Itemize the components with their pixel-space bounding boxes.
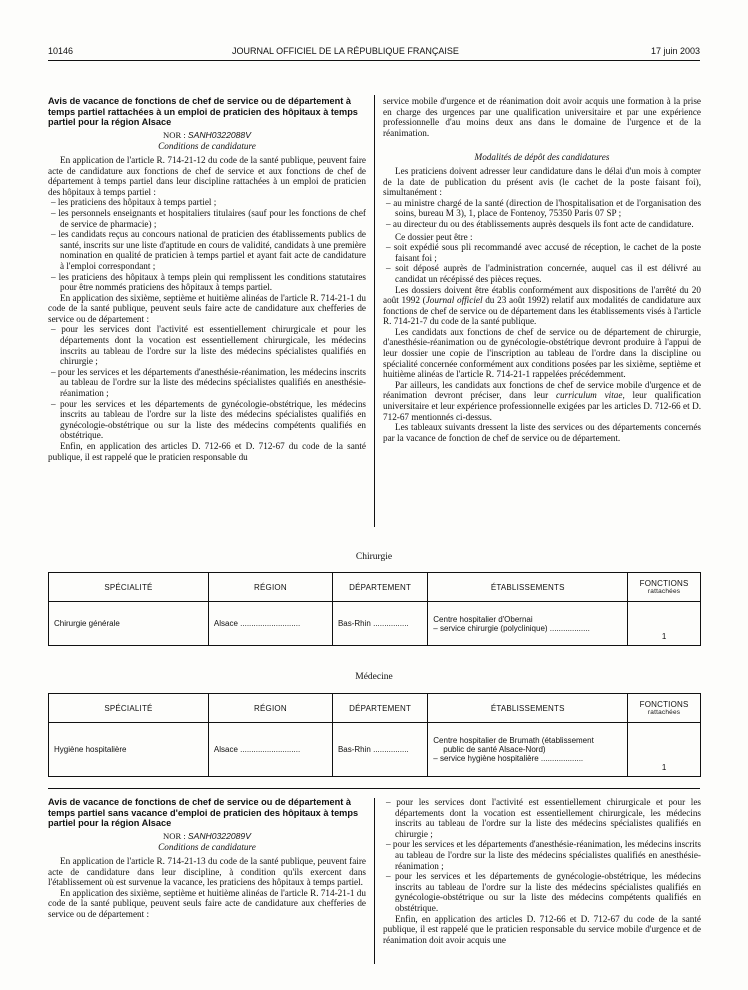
list-item: – au ministre chargé de la santé (direction de l'hospitalisation et de l'organisation des soins, bureau M 3), 1, place de Fontenoy, 75350 Paris 07 SP ;	[383, 198, 701, 219]
cell-region: Alsace ...........................	[208, 602, 332, 646]
table-header-row	[49, 573, 701, 602]
list-item: – les praticiens des hôpitaux à temps plein qui remplissent les conditions statutaires pour être nommés praticiens des hôpitaux à temps partiel.	[48, 272, 366, 293]
issue-date: 17 juin 2003	[650, 46, 700, 56]
cell-fonctions: 1	[628, 723, 701, 777]
paragraph: Enfin, en application des articles D. 712-66 et D. 712-67 du code de la santé publique, il est rappelé que le praticien responsable du service mobile d'urgence et de réanimation doit avoir acquis une	[383, 913, 701, 945]
cell-etablissement: Centre hospitalier de Brumath (établissement public de santé Alsace-Nord) – service hygiène hospitalière ...................	[428, 723, 628, 777]
table-header-row	[49, 694, 701, 723]
notice1-title: Avis de vacance de fonctions de chef de service ou de département à temps partiel rattachées à un emploi de praticien des hôpitaux à temps partiel pour la région Alsace	[48, 96, 358, 128]
section-rule	[48, 788, 700, 789]
list-item: – les personnels enseignants et hospitaliers titulaires (sauf pour les fonctions de chef de service de pharmacie) ;	[48, 208, 366, 229]
header-rule	[48, 60, 700, 61]
notice1-nor	[48, 130, 366, 141]
list-item: – soit expédié sous pli recommandé avec accusé de réception, le cachet de la poste faisant foi ;	[383, 242, 701, 263]
cell-etablissement: Centre hospitalier d'Obernai – service chirurgie (polyclinique) ..................	[428, 602, 628, 646]
col-header: RÉGION	[208, 694, 332, 723]
list-item: – pour les services dont l'activité est essentiellement chirurgicale et pour les départements dont la vocation est essentiellement chirurgicale, les médecins inscrits au tableau de l'ordre sur la liste des médecins spécialistes qualifiés en chirurgie ;	[48, 324, 366, 366]
notice2-subtitle: Conditions de candidature	[158, 842, 256, 853]
list-item: – les candidats reçus au concours national de praticien des établissements publics de santé, inscrits sur une liste d'aptitude en cours de validité, candidats à une première nomination en qualité de praticien à temps partiel et ayant fait acte de candidature à l'emploi correspondant ;	[48, 229, 366, 271]
table-row	[49, 723, 701, 777]
submission-list	[383, 242, 701, 284]
list-item: – pour les services et les départements d'anesthésie-réanimation, les médecins inscrits au tableau de l'ordre sur la liste des médecins spécialistes qualifiés en anesthésie-réanimation ;	[383, 839, 701, 871]
notice2-left-column	[48, 797, 366, 920]
list-item: – pour les services et les départements de gynécologie-obstétrique, les médecins inscrits au tableau de l'ordre sur la liste des médecins spécialistes qualifiés en gynécologie-obstétrique ou sur la liste des médecins compétents qualifiés en obstétrique.	[48, 399, 366, 441]
nor-value: SANH0322088V	[187, 129, 251, 140]
paragraph: Les tableaux suivants dressent la liste des services ou des départements concernés par la vacance de fonction de chef de service ou de département.	[383, 422, 701, 443]
notice2-title: Avis de vacance de fonctions de chef de service ou de département à temps partiel sans vacance d'emploi de praticien des hôpitaux à temps partiel pour la région Alsace	[48, 797, 359, 829]
col-header: DÉPARTEMENT	[332, 573, 427, 602]
specialty-list	[48, 324, 366, 441]
column-divider	[374, 95, 375, 527]
paragraph: Les praticiens doivent adresser leur candidature dans le délai d'un mois à compter de la date de publication du présent avis (le cachet de la poste faisant foi), simultanément :	[383, 165, 701, 198]
modalites-title: Modalités de dépôt des candidatures	[474, 152, 610, 163]
col-header: ÉTABLISSEMENTS	[428, 694, 628, 723]
paragraph: En application des sixième, septième et huitième alinéas de l'article R. 714-21-1 du code de la santé publique, peuvent seuls faire acte de candidature aux chefferies de service ou de département :	[48, 887, 366, 919]
cell-fonctions: 1	[628, 602, 701, 646]
table-caption-chirurgie: Chirurgie	[355, 552, 393, 562]
nor-label: NOR :	[163, 830, 186, 841]
cell-specialite: Hygiène hospitalière	[49, 723, 209, 777]
paragraph: Ce dossier peut être :	[395, 231, 473, 242]
col-header: SPÉCIALITÉ	[49, 573, 209, 602]
col-header: DÉPARTEMENT	[332, 694, 427, 723]
nor-label: NOR :	[163, 129, 186, 140]
paragraph: Enfin, en application des articles D. 712-66 et D. 712-67 du code de la santé publique, il est rappelé que le praticien responsable du	[48, 441, 366, 462]
list-item: – pour les services et les départements de gynécologie-obstétrique, les médecins inscrits au tableau de l'ordre sur la liste des médecins spécialistes qualifiés en gynécologie-obstétrique ou sur la liste des médecins compétents qualifiés en obstétrique.	[383, 871, 701, 913]
paragraph: Les candidats aux fonctions de chef de service ou de département de chirurgie, d'anesthésie-réanimation ou de gynécologie-obstétrique devront produire à l'appui de leur dossier une copie de l'inscription au tableau de l'ordre dans la discipline ou spécialité concernée conformément aux conditions posées par les sixième, septième et huitième alinéas de l'article R. 714-21-1 rappelées précédemment.	[383, 326, 701, 380]
cell-departement: Bas-Rhin ................	[332, 602, 427, 646]
journal-title: JOURNAL OFFICIEL DE LA RÉPUBLIQUE FRANÇAISE	[232, 46, 459, 56]
specialty-list	[383, 797, 701, 914]
notice1-subtitle: Conditions de candidature	[158, 141, 256, 152]
column-divider	[374, 798, 375, 964]
page-number: 10146	[48, 46, 74, 56]
list-item: – soit déposé auprès de l'administration concernée, auquel cas il est délivré au candidat un récépissé des pièces reçues.	[383, 263, 701, 284]
cell-region: Alsace ...........................	[208, 723, 332, 777]
list-item: – pour les services dont l'activité est essentiellement chirurgicale et pour les départements dont la vocation est essentiellement chirurgicale, les médecins inscrits au tableau de l'ordre sur la liste des médecins spécialistes qualifiés en chirurgie ;	[383, 797, 701, 839]
col-header: FONCTIONS rattachées	[628, 694, 701, 723]
cell-specialite: Chirurgie générale	[49, 602, 209, 646]
col-header: RÉGION	[208, 573, 332, 602]
table-chirurgie	[48, 572, 701, 646]
list-item: – les praticiens des hôpitaux à temps partiel ;	[48, 197, 366, 208]
notice1-right-column	[383, 96, 701, 443]
paragraph: En application de l'article R. 714-21-13 du code de la santé publique, peuvent faire acte de candidature dans leur discipline, à condition qu'ils exercent dans l'établissement où est survenue la vacance, les praticiens des hôpitaux à temps partiel.	[48, 855, 366, 888]
col-header: SPÉCIALITÉ	[49, 694, 209, 723]
eligibility-list	[48, 197, 366, 292]
list-item: – au directeur du ou des établissements auprès desquels ils font acte de candidature.	[383, 219, 701, 230]
notice2-nor	[48, 831, 366, 842]
table-row	[49, 602, 701, 646]
list-item: – pour les services et les départements d'anesthésie-réanimation, les médecins inscrits au tableau de l'ordre sur la liste des médecins spécialistes qualifiés en anesthésie-réanimation ;	[48, 367, 366, 399]
paragraph: service mobile d'urgence et de réanimation doit avoir acquis une formation à la prise en charge des urgences par une qualification universitaire et par une expérience professionnelle d'au moins deux ans dans le domaine de l'urgence et de la réanimation.	[383, 96, 701, 138]
paragraph: Les dossiers doivent être établis conformément aux dispositions de l'arrêté du 20 août 1992 (Journal officiel du 23 août 1992) relatif aux modalités de candidature aux fonctions de chef de service ou de département dans les établissements visés à l'article R. 714-21-7 du code de la santé publique.	[383, 284, 701, 327]
col-header: FONCTIONS rattachées	[628, 573, 701, 602]
paragraph: Par ailleurs, les candidats aux fonctions de chef de service mobile d'urgence et de réanimation devront préciser, dans leur curriculum vitae, leur qualification universitaire et leur expérience professionnelle exigées par les articles D. 712-66 et D. 712-67 mentionnés ci-dessus.	[383, 379, 702, 422]
col-header: ÉTABLISSEMENTS	[428, 573, 628, 602]
table-caption-medecine: Médecine	[355, 672, 393, 682]
recipients-list	[383, 198, 701, 230]
paragraph: En application des sixième, septième et huitième alinéas de l'article R. 714-21-1 du code de la santé publique, peuvent seuls faire acte de candidature aux chefferies de service ou de département :	[48, 292, 366, 324]
nor-value: SANH0322089V	[187, 830, 251, 841]
notice2-right-column	[383, 797, 701, 945]
paragraph: En application de l'article R. 714-21-12 du code de la santé publique, peuvent faire acte de candidature aux fonctions de chef de service et aux fonctions de chef de département à temps partiel dans leur discipline rattachées à un emploi de praticien des hôpitaux à temps partiel :	[48, 154, 366, 197]
table-medecine	[48, 693, 701, 777]
cell-departement: Bas-Rhin ................	[332, 723, 427, 777]
notice1-left-column	[48, 96, 366, 462]
